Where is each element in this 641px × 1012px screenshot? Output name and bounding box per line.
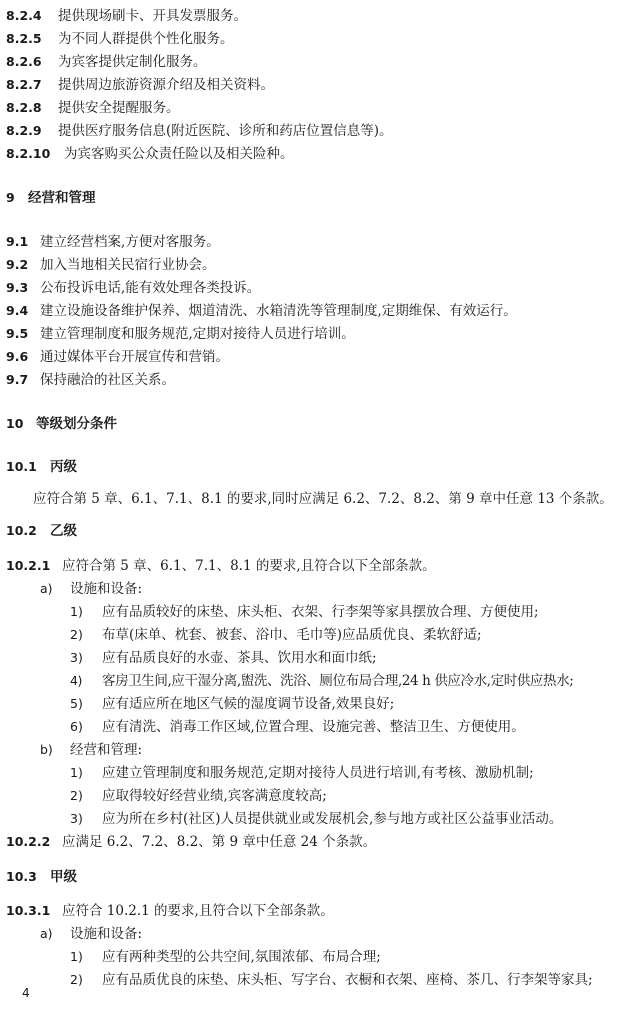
clause-text: 通过媒体平台开展宣传和营销。: [40, 349, 229, 365]
clause-8-2-5: [6, 29, 234, 49]
clause-8-2-7: [6, 75, 274, 95]
clause-text: 提供周边旅游资源介绍及相关资料。: [58, 77, 274, 93]
clause-number: 9.6: [6, 349, 29, 364]
clause-number: 10.2.2: [6, 834, 51, 849]
clause-number: 9.7: [6, 372, 29, 387]
clause-10-2-1: [6, 556, 436, 576]
item-title: 设施和设备:: [70, 581, 143, 597]
subsection-title: 乙级: [50, 523, 77, 539]
clause-number: 9.5: [6, 326, 29, 341]
clause-text: 加入当地相关民宿行业协会。: [40, 257, 216, 273]
item-text: 布草(床单、枕套、被套、浴巾、毛巾等)应品质优良、柔软舒适;: [102, 627, 482, 643]
subsection-heading-10-1: [6, 457, 77, 477]
section-title: 等级划分条件: [36, 416, 117, 432]
item-number: 2): [70, 788, 83, 803]
item-text: 应有品质良好的水壶、茶具、饮用水和面巾纸;: [102, 650, 377, 666]
clause-number: 8.2.6: [6, 54, 42, 69]
item-text: 应有品质较好的床垫、床头柜、衣架、行李架等家具摆放合理、方便使用;: [102, 604, 539, 620]
clause-text: 应符合 10.2.1 的要求,且符合以下全部条款。: [62, 903, 334, 919]
item-text: 应有清洗、消毒工作区域,位置合理、设施完善、整洁卫生、方便使用。: [102, 719, 525, 735]
item-number: 1): [70, 604, 83, 619]
clause-9-7: [6, 370, 175, 390]
clause-text: 为宾客提供定制化服务。: [58, 54, 207, 70]
clause-text: 应符合第 5 章、6.1、7.1、8.1 的要求,且符合以下全部条款。: [62, 558, 436, 574]
list-item: [70, 970, 593, 990]
item-number: 2): [70, 627, 83, 642]
item-label: a): [40, 581, 53, 596]
list-item: [70, 602, 539, 622]
clause-text: 建立经营档案,方便对客服务。: [40, 234, 220, 250]
section-number: 9: [6, 190, 15, 205]
section-number: 10: [6, 416, 24, 431]
clause-number: 10.3.1: [6, 903, 51, 918]
clause-8-2-8: [6, 98, 180, 118]
clause-number: 8.2.5: [6, 31, 42, 46]
clause-8-2-9: [6, 121, 393, 141]
item-number: 3): [70, 650, 83, 665]
item-text: 应为所在乡村(社区)人员提供就业或发展机会,参与地方或社区公益事业活动。: [102, 811, 563, 827]
item-text: 应有品质优良的床垫、床头柜、写字台、衣橱和衣架、座椅、茶几、行李架等家具;: [102, 972, 593, 988]
clause-number: 9.4: [6, 303, 29, 318]
clause-text: 应符合第 5 章、6.1、7.1、8.1 的要求,同时应满足 6.2、7.2、8.2、第 9 章中任意 13 个条款。: [33, 491, 613, 507]
clause-10-1-text: [33, 489, 613, 509]
item-number: 6): [70, 719, 83, 734]
item-text: 应有两种类型的公共空间,氛围浓郁、布局合理;: [102, 949, 381, 965]
clause-9-1: [6, 232, 220, 252]
clause-text: 建立设施设备维护保养、烟道清洗、水箱清洗等管理制度,定期维保、有效运行。: [40, 303, 517, 319]
item-number: 3): [70, 811, 83, 826]
clause-text: 保持融洽的社区关系。: [40, 372, 175, 388]
item-title: 经营和管理:: [70, 742, 143, 758]
subsection-number: 10.2: [6, 523, 37, 538]
clause-10-3-1: [6, 901, 334, 921]
clause-9-5: [6, 324, 355, 344]
list-item: [70, 625, 482, 645]
subsection-number: 10.3: [6, 869, 37, 884]
subsection-title: 甲级: [50, 869, 77, 885]
clause-number: 9.2: [6, 257, 29, 272]
list-item: [70, 694, 394, 714]
clause-number: 10.2.1: [6, 558, 51, 573]
clause-9-4: [6, 301, 517, 321]
subsection-title: 丙级: [50, 459, 77, 475]
item-b-management: [40, 740, 142, 760]
list-item: [70, 648, 377, 668]
clause-9-3: [6, 278, 260, 298]
section-heading-9: [6, 188, 96, 208]
clause-9-2: [6, 255, 216, 275]
clause-text: 应满足 6.2、7.2、8.2、第 9 章中任意 24 个条款。: [62, 834, 377, 850]
item-title: 设施和设备:: [70, 926, 143, 942]
item-number: 1): [70, 765, 83, 780]
clause-text: 提供医疗服务信息(附近医院、诊所和药店位置信息等)。: [58, 123, 393, 139]
subsection-heading-10-2: [6, 521, 77, 541]
page-number: 4: [22, 986, 30, 1000]
item-number: 1): [70, 949, 83, 964]
list-item: [70, 763, 534, 783]
list-item: [70, 809, 562, 829]
clause-text: 建立管理制度和服务规范,定期对接待人员进行培训。: [40, 326, 355, 342]
item-text: 客房卫生间,应干湿分离,盥洗、洗浴、厕位布局合理,24 h 供应冷水,定时供应热水;: [102, 673, 574, 689]
clause-text: 公布投诉电话,能有效处理各类投诉。: [40, 280, 261, 296]
item-label: a): [40, 926, 53, 941]
item-label: b): [40, 742, 53, 757]
item-number: 2): [70, 972, 83, 987]
list-item: [70, 717, 525, 737]
list-item: [70, 947, 381, 967]
item-number: 5): [70, 696, 83, 711]
clause-number: 8.2.10: [6, 146, 51, 161]
clause-text: 提供现场刷卡、开具发票服务。: [58, 8, 247, 24]
subsection-heading-10-3: [6, 867, 77, 887]
clause-text: 提供安全提醒服务。: [58, 100, 180, 116]
clause-number: 9.3: [6, 280, 29, 295]
clause-number: 8.2.9: [6, 123, 42, 138]
clause-8-2-6: [6, 52, 207, 72]
clause-10-2-2: [6, 832, 376, 852]
clause-8-2-10: [6, 144, 294, 164]
clause-number: 9.1: [6, 234, 29, 249]
item-number: 4): [70, 673, 83, 688]
section-heading-10: [6, 414, 117, 434]
clause-number: 8.2.8: [6, 100, 42, 115]
clause-text: 为宾客购买公众责任险以及相关险种。: [64, 146, 294, 162]
clause-8-2-4: [6, 6, 247, 26]
clause-text: 为不同人群提供个性化服务。: [58, 31, 234, 47]
list-item: [70, 671, 573, 691]
clause-9-6: [6, 347, 229, 367]
section-title: 经营和管理: [28, 190, 96, 206]
item-text: 应有适应所在地区气候的湿度调节设备,效果良好;: [102, 696, 395, 712]
item-text: 应取得较好经营业绩,宾客满意度较高;: [102, 788, 327, 804]
clause-number: 8.2.7: [6, 77, 42, 92]
clause-number: 8.2.4: [6, 8, 42, 23]
item-text: 应建立管理制度和服务规范,定期对接待人员进行培训,有考核、激励机制;: [102, 765, 534, 781]
item-a-facilities: [40, 924, 142, 944]
list-item: [70, 786, 327, 806]
subsection-number: 10.1: [6, 459, 37, 474]
item-a-facilities: [40, 579, 142, 599]
